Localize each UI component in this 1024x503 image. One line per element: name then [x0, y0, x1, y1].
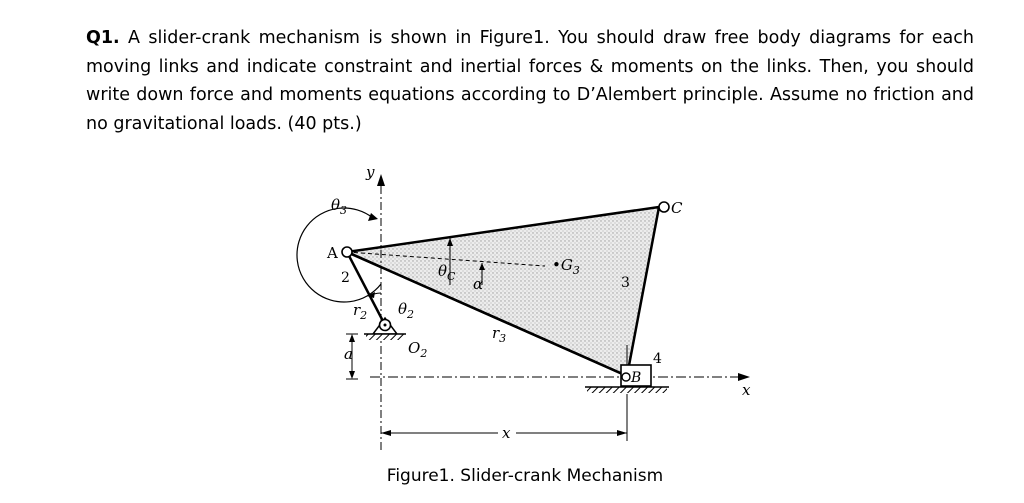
label-g3-main: •G [552, 256, 573, 274]
pin-b [622, 373, 630, 381]
figure-caption: Figure1. Slider-crank Mechanism [386, 466, 664, 486]
label-theta3 [331, 196, 347, 217]
label-theta2-main: θ [398, 300, 408, 318]
label-theta3-main: θ [331, 196, 341, 214]
slider-ground-hatch [587, 387, 667, 393]
label-a-dimension: a [344, 345, 353, 363]
question-body: A slider-crank mechanism is shown in Figure1. You should draw free body diagrams for each moving links and indicate constraint and inertial forces & moments on the links. Then, you should write down force and moments equations according to D’Alembert principle. Assume no friction and no gravitational loads. (40 pts.) [86, 28, 974, 134]
slider-crank-figure [280, 160, 800, 460]
label-r2-sub: 2 [360, 309, 368, 322]
label-c-point: C [671, 199, 683, 217]
coupler-link-3 [347, 207, 659, 376]
label-link-3: 3 [621, 275, 630, 291]
label-theta2-sub: 2 [407, 308, 415, 321]
y-axis-arrowhead [377, 174, 385, 186]
label-link-2: 2 [341, 270, 350, 286]
label-o2-sub: 2 [420, 347, 428, 360]
label-r3-sub: 3 [499, 332, 507, 345]
pin-c [659, 202, 669, 212]
label-o2 [408, 339, 427, 360]
label-r3 [492, 324, 506, 345]
dim-a-arrow-top [349, 334, 355, 342]
theta3-arrowhead [368, 213, 378, 221]
question-text [86, 24, 974, 138]
label-g3-sub: 3 [572, 264, 580, 277]
pin-a [342, 247, 352, 257]
label-thetaC-sub: C [447, 270, 456, 283]
label-a-point: A [327, 244, 338, 262]
o2-pin-center [384, 324, 387, 327]
label-link-4: 4 [653, 351, 662, 367]
label-r2 [353, 301, 367, 322]
dim-a-arrow-bottom [349, 371, 355, 379]
dim-x-arrow-right [617, 430, 627, 436]
label-alpha: α [473, 275, 484, 293]
label-x-axis: x [742, 381, 751, 399]
label-o2-main: O [408, 339, 421, 357]
label-r3-main: r [492, 324, 500, 342]
dim-x-arrow-left [381, 430, 391, 436]
label-x-dimension: x [502, 424, 511, 442]
label-theta2 [398, 300, 414, 321]
mechanism-diagram [280, 160, 800, 460]
label-y: y [366, 163, 375, 181]
label-b-point: B [631, 370, 642, 386]
label-theta3-sub: 3 [340, 204, 348, 217]
o2-ground-hatch [366, 334, 404, 340]
question-label: Q1. [86, 28, 120, 48]
label-r2-main: r [353, 301, 361, 319]
label-thetaC-main: θ [438, 262, 448, 280]
x-axis-arrowhead [738, 373, 750, 381]
